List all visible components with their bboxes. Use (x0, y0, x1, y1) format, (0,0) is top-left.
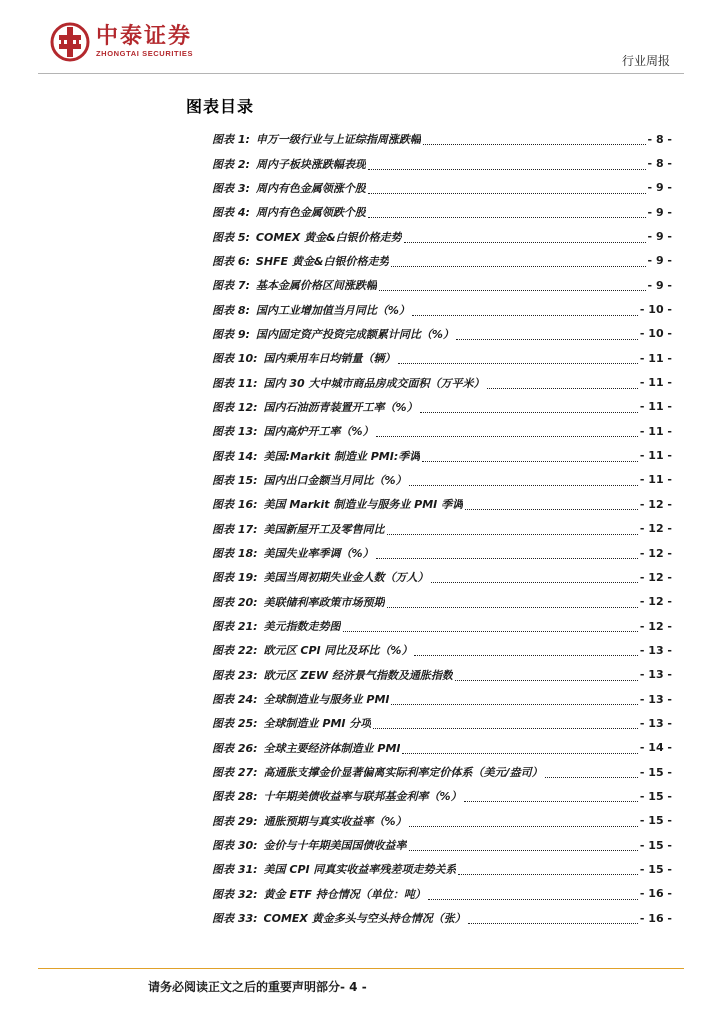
toc-entry[interactable] (212, 736, 672, 760)
toc-entry[interactable] (212, 492, 672, 516)
toc-entry-page: - 16 - (639, 911, 672, 925)
toc-entry-label: 图表 22: (212, 644, 258, 658)
toc-dot-leader (468, 914, 638, 924)
toc-entry-title: 周内子板块涨跌幅表现 (255, 157, 366, 171)
toc-entry-title: 国内 30 大中城市商品房成交面积（万平米） (263, 376, 485, 390)
toc-entry-page: - 12 - (639, 522, 672, 536)
toc-entry-title: 美国当周初期失业金人数（万人） (263, 571, 429, 585)
toc-entry-label: 图表 32: (212, 887, 258, 901)
toc-entry-title: COMEX 黄金&白银价格走势 (255, 230, 402, 244)
toc-entry-label: 图表 7: (212, 279, 250, 293)
toc-entry-page: - 11 - (639, 376, 672, 390)
toc-entry-page: - 8 - (647, 157, 672, 171)
toc-entry[interactable] (212, 468, 672, 492)
page-footer (148, 978, 367, 995)
toc-entry-label: 图表 21: (212, 620, 258, 634)
toc-entry-label: 图表 1: (212, 133, 250, 147)
toc-entry-page: - 9 - (647, 254, 672, 268)
toc-entry-page: - 16 - (639, 887, 672, 901)
logo-chinese-name: 中泰证券 (96, 24, 193, 49)
toc-dot-leader (343, 622, 638, 632)
toc-entry-title: 申万一级行业与上证综指周涨跌幅 (255, 133, 421, 147)
toc-dot-leader (368, 160, 646, 170)
toc-entry[interactable] (212, 127, 672, 151)
toc-entry[interactable] (212, 297, 672, 321)
toc-entry-title: 欧元区 ZEW 经济景气指数及通胀指数 (263, 668, 453, 682)
toc-entry[interactable] (212, 590, 672, 614)
toc-entry-title: 国内工业增加值当月同比（%） (255, 303, 410, 317)
toc-entry-label: 图表 17: (212, 522, 258, 536)
toc-entry-title: 美国:Markit 制造业 PMI:季调 (263, 449, 421, 463)
toc-entry-title: 十年期美债收益率与联邦基金利率（%） (263, 790, 462, 804)
toc-entry-page: - 11 - (639, 424, 672, 438)
toc-entry-label: 图表 14: (212, 449, 258, 463)
toc-entry[interactable] (212, 760, 672, 784)
toc-entry-title: 美国失业率季调（%） (263, 547, 374, 561)
toc-entry-label: 图表 30: (212, 839, 258, 853)
toc-entry[interactable] (212, 443, 672, 467)
toc-entry-title: 全球主要经济体制造业 PMI (263, 741, 401, 755)
toc-entry[interactable] (212, 273, 672, 297)
toc-entry-page: - 9 - (647, 230, 672, 244)
toc-dot-leader (379, 281, 646, 291)
toc-entry-label: 图表 29: (212, 814, 258, 828)
toc-entry-title: 全球制造业与服务业 PMI (263, 693, 390, 707)
toc-entry-label: 图表 5: (212, 230, 250, 244)
toc-dot-leader (409, 817, 638, 827)
toc-entry-page: - 11 - (639, 449, 672, 463)
toc-entry[interactable] (212, 346, 672, 370)
toc-dot-leader (428, 890, 638, 900)
page-header (0, 0, 724, 80)
toc-entry[interactable] (212, 224, 672, 248)
toc-entry-label: 图表 31: (212, 863, 258, 877)
toc-dot-leader (391, 695, 637, 705)
toc-entry[interactable] (212, 906, 672, 930)
toc-dot-leader (420, 403, 638, 413)
toc-entry-title: 美国新屋开工及零售同比 (263, 522, 385, 536)
toc-entry[interactable] (212, 176, 672, 200)
toc-dot-leader (465, 500, 638, 510)
company-logo (50, 22, 193, 62)
toc-dot-leader (373, 719, 638, 729)
toc-entry-page: - 10 - (639, 303, 672, 317)
toc-dot-leader (376, 427, 638, 437)
toc-entry[interactable] (212, 395, 672, 419)
toc-entry-label: 图表 10: (212, 352, 258, 366)
footer-disclaimer: 请务必阅读正文之后的重要声明部分 (148, 980, 341, 994)
toc-entry[interactable] (212, 882, 672, 906)
toc-entry-title: 黄金 ETF 持仓情况（单位：吨） (263, 887, 426, 901)
toc-dot-leader (464, 792, 638, 802)
toc-entry[interactable] (212, 565, 672, 589)
toc-entry-page: - 15 - (639, 862, 672, 876)
toc-entry-label: 图表 2: (212, 157, 250, 171)
toc-dot-leader (398, 354, 638, 364)
toc-dot-leader (409, 476, 638, 486)
toc-entry[interactable] (212, 687, 672, 711)
toc-entry-page: - 15 - (639, 838, 672, 852)
toc-title: 图表目录 (186, 97, 255, 116)
toc-entry-title: 国内石油沥青装置开工率（%） (263, 400, 418, 414)
toc-entry-title: 周内有色金属领涨个股 (255, 181, 366, 195)
toc-entry-label: 图表 9: (212, 327, 250, 341)
toc-entry-label: 图表 19: (212, 571, 258, 585)
toc-dot-leader (487, 379, 638, 389)
toc-entry-page: - 9 - (647, 181, 672, 195)
toc-entry-page: - 10 - (639, 327, 672, 341)
toc-entry-page: - 13 - (639, 643, 672, 657)
toc-entry-title: 周内有色金属领跌个股 (255, 206, 366, 220)
toc-entry-page: - 13 - (639, 692, 672, 706)
toc-dot-leader (376, 549, 638, 559)
toc-entry-label: 图表 16: (212, 498, 258, 512)
toc-entry[interactable] (212, 541, 672, 565)
toc-entry-title: SHFE 黄金&白银价格走势 (255, 254, 390, 268)
toc-dot-leader (368, 208, 646, 218)
toc-entry-title: 美国 CPI 同真实收益率残差项走势关系 (263, 863, 457, 877)
toc-entry-page: - 12 - (639, 570, 672, 584)
toc-entry[interactable] (212, 784, 672, 808)
toc-entry-label: 图表 15: (212, 473, 258, 487)
toc-entry-label: 图表 26: (212, 741, 258, 755)
toc-entry-page: - 13 - (639, 716, 672, 730)
toc-entry[interactable] (212, 419, 672, 443)
toc-entry-title: 美元指数走势图 (263, 620, 341, 634)
toc-entry-label: 图表 11: (212, 376, 258, 390)
toc-dot-leader (402, 744, 637, 754)
toc-dot-leader (368, 184, 646, 194)
toc-dot-leader (431, 573, 638, 583)
toc-entry-label: 图表 8: (212, 303, 250, 317)
toc-entry-title: 通胀预期与真实收益率（%） (263, 814, 407, 828)
toc-entry-label: 图表 18: (212, 547, 258, 561)
toc-entry-label: 图表 4: (212, 206, 250, 220)
toc-dot-leader (409, 841, 638, 851)
toc-entry-label: 图表 13: (212, 425, 258, 439)
toc-entry-label: 图表 20: (212, 595, 258, 609)
toc-entry[interactable] (212, 711, 672, 735)
toc-dot-leader (455, 671, 638, 681)
toc-entry[interactable] (212, 663, 672, 687)
toc-entry[interactable] (212, 833, 672, 857)
toc-dot-leader (404, 233, 646, 243)
logo-english-name: ZHONGTAI SECURITIES (96, 49, 194, 58)
toc-dot-leader (423, 135, 646, 145)
toc-entry-title: 美联储利率政策市场预期 (263, 595, 385, 609)
toc-entry-page: - 12 - (639, 619, 672, 633)
toc-entry-label: 图表 27: (212, 766, 258, 780)
toc-entry-page: - 15 - (639, 814, 672, 828)
toc-entry[interactable] (212, 517, 672, 541)
zhongtai-logo-icon (50, 22, 90, 62)
toc-dot-leader (387, 525, 638, 535)
toc-entry-page: - 8 - (647, 132, 672, 146)
toc-entry-page: - 9 - (647, 205, 672, 219)
toc-entry-label: 图表 3: (212, 181, 250, 195)
toc-dot-leader (545, 768, 638, 778)
toc-entry-page: - 12 - (639, 546, 672, 560)
toc-entry-page: - 11 - (639, 400, 672, 414)
toc-entry-label: 图表 33: (212, 912, 258, 926)
footer-page-number: - 4 - (340, 980, 367, 994)
toc-entry-page: - 11 - (639, 473, 672, 487)
header-divider (38, 73, 684, 74)
toc-entry-title: 全球制造业 PMI 分项 (263, 717, 372, 731)
toc-entry-title: 国内高炉开工率（%） (263, 425, 374, 439)
toc-entry-page: - 11 - (639, 351, 672, 365)
toc-dot-leader (387, 598, 638, 608)
toc-entry-label: 图表 6: (212, 254, 250, 268)
toc-entry[interactable] (212, 200, 672, 224)
toc-dot-leader (422, 452, 638, 462)
toc-list (212, 127, 672, 930)
toc-entry[interactable] (212, 322, 672, 346)
toc-entry[interactable] (212, 809, 672, 833)
toc-entry-page: - 13 - (639, 668, 672, 682)
toc-entry-title: 国内乘用车日均销量（辆） (263, 352, 396, 366)
toc-entry-page: - 15 - (639, 789, 672, 803)
toc-entry-title: 美国 Markit 制造业与服务业 PMI 季调 (263, 498, 464, 512)
toc-entry[interactable] (212, 857, 672, 881)
report-type-label: 行业周报 (621, 54, 670, 68)
toc-entry-page: - 12 - (639, 497, 672, 511)
toc-dot-leader (412, 306, 638, 316)
toc-entry-title: 基本金属价格区间涨跌幅 (255, 279, 377, 293)
toc-entry-page: - 15 - (639, 765, 672, 779)
toc-entry-page: - 9 - (647, 278, 672, 292)
toc-entry[interactable] (212, 614, 672, 638)
toc-entry-page: - 12 - (639, 595, 672, 609)
toc-entry-title: 国内固定资产投资完成额累计同比（%） (255, 327, 454, 341)
toc-entry-page: - 14 - (639, 741, 672, 755)
toc-entry-label: 图表 25: (212, 717, 258, 731)
toc-entry-label: 图表 12: (212, 400, 258, 414)
toc-entry-label: 图表 23: (212, 668, 258, 682)
toc-entry-title: 金价与十年期美国国债收益率 (263, 839, 407, 853)
toc-entry[interactable] (212, 151, 672, 175)
footer-divider (38, 968, 684, 969)
toc-entry[interactable] (212, 638, 672, 662)
toc-entry-title: 国内出口金额当月同比（%） (263, 473, 407, 487)
toc-entry[interactable] (212, 370, 672, 394)
toc-entry[interactable] (212, 249, 672, 273)
toc-dot-leader (391, 257, 645, 267)
toc-dot-leader (414, 646, 637, 656)
toc-entry-title: 欧元区 CPI 同比及环比（%） (263, 644, 413, 658)
toc-dot-leader (458, 865, 637, 875)
toc-entry-title: COMEX 黄金多头与空头持仓情况（张） (263, 912, 466, 926)
toc-entry-label: 图表 28: (212, 790, 258, 804)
toc-entry-label: 图表 24: (212, 693, 258, 707)
toc-entry-title: 高通胀支撑金价显著偏离实际利率定价体系（美元/盎司） (263, 766, 543, 780)
toc-dot-leader (456, 330, 638, 340)
